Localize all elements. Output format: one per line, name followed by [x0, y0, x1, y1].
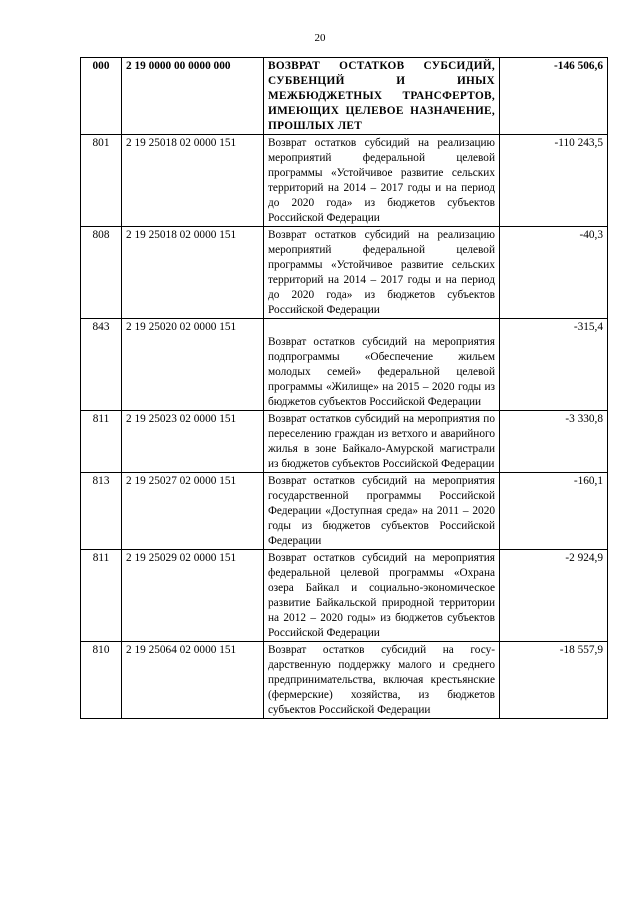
- revenue-name-cell: Возврат остатков субсидий на реализацию мероприятий федеральной целевой программы «Устойчивое развитие сельских территорий на 2014 – 2017 годы и на период до 2020 года» из бюджетов субъектов Российской Федерации: [264, 227, 500, 319]
- amount-cell: -40,3: [500, 227, 608, 319]
- revenue-name-cell: ВОЗВРАТ ОСТАТКОВ СУБСИДИЙ, СУБВЕНЦИЙ И ИНЫХ МЕЖБЮДЖЕТНЫХ ТРАНСФЕРТОВ, ИМЕЮЩИХ ЦЕЛЕВОЕ НАЗНАЧЕНИЕ, ПРОШЛЫХ ЛЕТ: [264, 58, 500, 135]
- revenue-name-cell: Возврат остатков субсидий на мероприятия подпрограммы «Обеспечение жильем молодых семей» федеральной целевой программы «Жилище» на 2015 – 2020 годы из бюджетов субъектов Российской Федерации: [264, 319, 500, 411]
- amount-cell: -3 330,8: [500, 411, 608, 473]
- table-row: [81, 319, 608, 411]
- revenue-name-cell: Возврат остатков субсидий на мероприятия государственной программы Российской Федерации «Доступная среда» на 2011 – 2020 годы из бюджетов субъектов Российской Федерации: [264, 473, 500, 550]
- budget-classification-code-cell: 2 19 25020 02 0000 151: [122, 319, 264, 411]
- admin-code-cell: 813: [81, 473, 122, 550]
- admin-code-cell: 811: [81, 550, 122, 642]
- budget-classification-code-cell: 2 19 25023 02 0000 151: [122, 411, 264, 473]
- budget-classification-code-cell: 2 19 25064 02 0000 151: [122, 642, 264, 719]
- table-row: [81, 550, 608, 642]
- admin-code-cell: 000: [81, 58, 122, 135]
- admin-code-cell: 808: [81, 227, 122, 319]
- admin-code-cell: 810: [81, 642, 122, 719]
- amount-cell: -110 243,5: [500, 135, 608, 227]
- budget-classification-code-cell: 2 19 25027 02 0000 151: [122, 473, 264, 550]
- table-row: [81, 227, 608, 319]
- admin-code-cell: 811: [81, 411, 122, 473]
- table-row: [81, 473, 608, 550]
- page-number: 20: [314, 32, 326, 44]
- amount-cell: -18 557,9: [500, 642, 608, 719]
- table-row: [81, 135, 608, 227]
- revenue-name-cell: Возврат остатков субсидий на мероприятия по переселению граждан из ветхого и аварийного жилья в зоне Байкало-Амурской магистрали из бюджетов субъектов Российской Федерации: [264, 411, 500, 473]
- admin-code-cell: 801: [81, 135, 122, 227]
- table-row-total: [81, 58, 608, 135]
- budget-classification-code-cell: 2 19 25018 02 0000 151: [122, 135, 264, 227]
- amount-cell: -2 924,9: [500, 550, 608, 642]
- budget-table: [80, 57, 608, 719]
- budget-classification-code-cell: 2 19 0000 00 0000 000: [122, 58, 264, 135]
- table-row: [81, 411, 608, 473]
- amount-cell: -160,1: [500, 473, 608, 550]
- revenue-name-cell: Возврат остатков субсидий на государственную поддержку малого и среднего предпринимательства, включая крестьянские (фермерские) хозяйства, из бюджетов субъектов Российской Федерации: [264, 642, 500, 719]
- budget-classification-code-cell: 2 19 25029 02 0000 151: [122, 550, 264, 642]
- revenue-name-cell: Возврат остатков субсидий на реализацию мероприятий федеральной целевой программы «Устойчивое развитие сельских территорий на 2014 – 2017 годы и на период до 2020 года» из бюджетов субъектов Российской Федерации: [264, 135, 500, 227]
- budget-classification-code-cell: 2 19 25018 02 0000 151: [122, 227, 264, 319]
- revenue-name-cell: Возврат остатков субсидий на мероприятия федеральной целевой программы «Охрана озера Байкал и социально-экономическое развитие Байкальской природной территории на 2012 – 2020 годы» из бюджетов субъектов Российской Федерации: [264, 550, 500, 642]
- table-row: [81, 642, 608, 719]
- admin-code-cell: 843: [81, 319, 122, 411]
- amount-cell: -315,4: [500, 319, 608, 411]
- amount-cell: -146 506,6: [500, 58, 608, 135]
